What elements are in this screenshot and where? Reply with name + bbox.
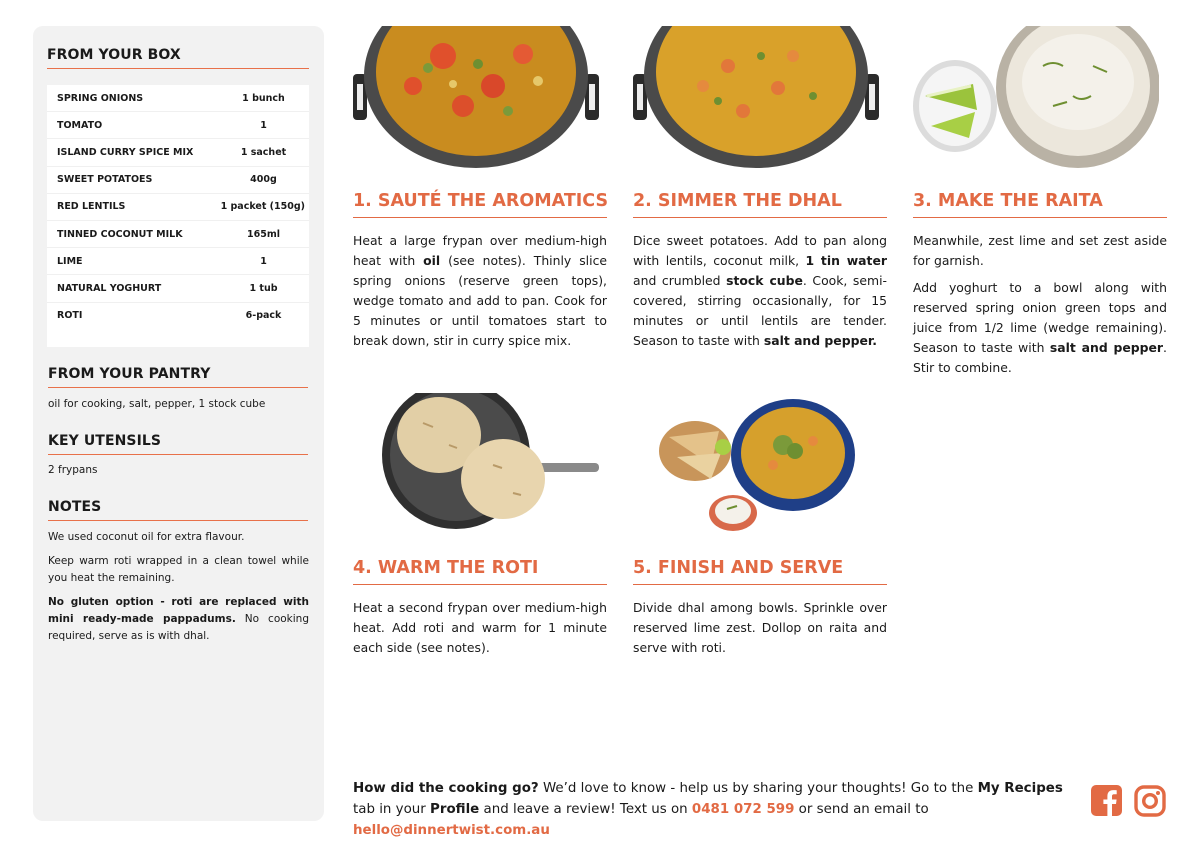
ingredient-row	[47, 275, 309, 302]
pan-roti-image	[353, 393, 599, 535]
step-1	[353, 26, 609, 351]
step-2	[633, 26, 889, 351]
ingredient-name: LIME	[57, 255, 83, 267]
footer-question: How did the cooking go?	[353, 781, 539, 796]
email-link[interactable]: hello@dinnertwist.com.au	[353, 823, 550, 838]
step-3-title: 3. MAKE THE RAITA	[913, 191, 1167, 218]
ingredient-name: SPRING ONIONS	[57, 92, 144, 104]
my-recipes-link[interactable]: My Recipes	[977, 781, 1063, 796]
phone-number[interactable]: 0481 072 599	[691, 802, 795, 817]
step-5	[633, 393, 889, 658]
finished-dhal-image	[633, 393, 879, 535]
ingredient-name: TOMATO	[57, 119, 103, 131]
ingredient-row	[47, 248, 309, 275]
box-title: FROM YOUR BOX	[47, 47, 309, 69]
ingredient-name: TINNED COCONUT MILK	[57, 228, 183, 240]
ingredient-name: RED LENTILS	[57, 201, 126, 213]
ingredient-row	[47, 303, 309, 329]
ingredients-sidebar	[33, 26, 324, 821]
note-3-rest: No cooking required, serve as is with dhal.	[48, 613, 309, 642]
step-2-body	[633, 231, 887, 351]
step-1-text-a: Heat a large frypan over medium-high heat with	[353, 233, 607, 268]
ingredient-qty: 6-pack	[245, 310, 282, 322]
ingredient-qty: 400g	[250, 174, 277, 186]
step-5-body: Divide dhal among bowls. Sprinkle over reserved lime zest. Dollop on raita and serve with roti.	[633, 600, 887, 655]
note-2: Keep warm roti wrapped in a clean towel while you heat the remaining.	[48, 555, 309, 584]
utensils-title: KEY UTENSILS	[48, 433, 308, 455]
ingredient-row	[47, 85, 309, 112]
step-3-bold-salt: salt and pepper	[1049, 340, 1164, 355]
ingredient-name: SWEET POTATOES	[57, 174, 153, 186]
ingredient-qty: 1 bunch	[242, 92, 285, 104]
ingredient-list	[47, 85, 309, 347]
ingredient-qty: 1 sachet	[240, 146, 287, 158]
step-4	[353, 393, 609, 658]
ingredient-row	[47, 112, 309, 139]
ingredient-qty: 1	[260, 255, 267, 267]
note-1: We used coconut oil for extra flavour.	[48, 531, 245, 543]
ingredient-qty: 1 tub	[249, 282, 278, 294]
step-1-photo	[353, 26, 599, 168]
pantry-title: FROM YOUR PANTRY	[48, 366, 308, 388]
step-3-text-b: . Stir to combine.	[913, 340, 1167, 375]
ingredient-row	[47, 194, 309, 221]
facebook-icon[interactable]	[1091, 785, 1122, 820]
ingredient-qty: 1	[260, 119, 267, 131]
step-2-text-b: and crumbled	[633, 273, 727, 288]
footer-text-2: tab in your	[353, 802, 431, 817]
step-3-paragraph-2	[913, 278, 1167, 378]
ingredient-qty: 165ml	[247, 228, 280, 240]
feedback-footer	[353, 778, 1073, 841]
ingredient-qty: 1 packet (150g)	[220, 201, 305, 213]
step-2-text-c: . Cook, semi-covered, stirring occasionally, for 15 minutes or until lentils are tender. Season to taste with	[633, 273, 887, 348]
notes-text	[48, 529, 309, 652]
ingredient-row	[47, 167, 309, 194]
profile-link[interactable]: Profile	[430, 802, 480, 817]
instagram-icon[interactable]	[1134, 785, 1166, 821]
step-2-title: 2. SIMMER THE DHAL	[633, 191, 887, 218]
raita-lime-image	[913, 26, 1159, 168]
step-5-photo	[633, 393, 879, 535]
step-2-photo	[633, 26, 879, 168]
utensils-text: 2 frypans	[48, 464, 98, 476]
pan-aromatics-image	[353, 26, 599, 168]
step-1-bold-oil: oil	[423, 253, 441, 268]
step-1-text-b: (see notes). Thinly slice spring onions (reserve green tops), wedge tomato and add to pan. Cook for 5 minutes or until tomatoes start to break down, stir in curry spice mix.	[353, 253, 607, 348]
step-4-title: 4. WARM THE ROTI	[353, 558, 607, 585]
footer-text-1: We’d love to know - help us by sharing your thoughts! Go to the	[538, 781, 978, 796]
step-3-text-a: Add yoghurt to a bowl along with reserved spring onion green tops and juice from 1/2 lime (wedge remaining). Season to taste with	[913, 280, 1167, 355]
step-3-body	[913, 231, 1167, 378]
step-2-bold-water: 1 tin water	[805, 253, 887, 268]
step-2-bold-salt: salt and pepper.	[763, 333, 877, 348]
step-1-title: 1. SAUTÉ THE AROMATICS	[353, 191, 607, 218]
footer-text-3: and leave a review! Text us on	[479, 802, 692, 817]
step-5-title: 5. FINISH AND SERVE	[633, 558, 887, 585]
step-2-bold-stock: stock cube	[726, 273, 803, 288]
step-3	[913, 26, 1169, 378]
notes-title: NOTES	[48, 499, 308, 521]
step-3-photo	[913, 26, 1159, 168]
pan-dhal-image	[633, 26, 879, 168]
pantry-text: oil for cooking, salt, pepper, 1 stock cube	[48, 398, 266, 410]
ingredient-row	[47, 139, 309, 166]
step-2-text-a: Dice sweet potatoes. Add to pan along with lentils, coconut milk,	[633, 233, 887, 268]
step-4-body: Heat a second frypan over medium-high heat. Add roti and warm for 1 minute each side (see notes).	[353, 600, 607, 655]
footer-text-4: or send an email to	[794, 802, 929, 817]
note-3	[48, 594, 309, 645]
ingredient-name: NATURAL YOGHURT	[57, 282, 162, 294]
ingredient-name: ROTI	[57, 310, 83, 322]
ingredient-name: ISLAND CURRY SPICE MIX	[57, 146, 194, 158]
ingredient-row	[47, 221, 309, 248]
step-4-photo	[353, 393, 599, 535]
step-3-paragraph-1: Meanwhile, zest lime and set zest aside for garnish.	[913, 233, 1167, 268]
step-1-body	[353, 231, 607, 351]
note-3-bold: No gluten option - roti are replaced with mini ready-made pappadums.	[48, 596, 309, 625]
